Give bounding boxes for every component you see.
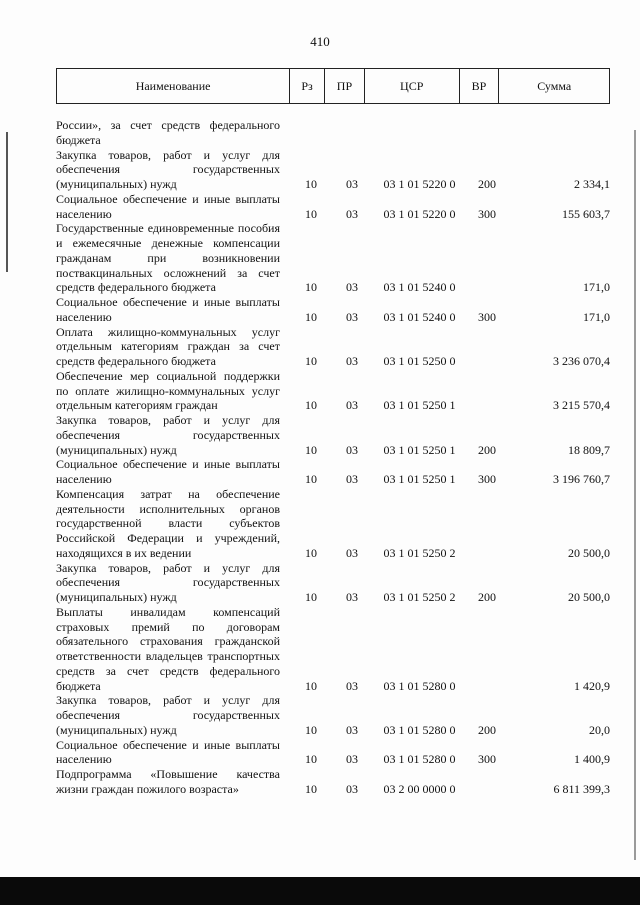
table-row [56,693,610,737]
cell-vr: 200 [478,177,496,191]
cell-sum: 20 500,0 [568,590,610,604]
cell-name: Социальное обеспечение и иные выплаты населению [56,295,280,324]
table-row [56,295,610,325]
table-row [56,325,610,369]
cell-pr: 03 [346,177,358,191]
cell-csr: 03 1 01 5240 0 [383,309,456,324]
cell-sum: 1 400,9 [574,752,610,767]
cell-rz: 10 [305,678,317,693]
cell-name: Выплаты инвалидам компенсаций страховых премий по договорам обязательного страхования гражданской ответственности владельцев транспортных средств за счет средств федерального бюджета [56,604,280,693]
cell-name: Закупка товаров, работ и услуг для обеспечения государственных (муниципальных) нужд [56,560,280,604]
cell-pr: 03 [346,309,358,324]
scan-page-edge [634,130,636,860]
cell-rz: 10 [305,177,317,191]
table-row [56,221,610,295]
cell-vr: 200 [478,590,496,604]
table-row [56,192,610,222]
cell-name: России», за счет средств федерального бюджета [56,118,280,147]
cell-sum: 3 215 570,4 [553,398,610,413]
cell-rz: 10 [305,442,317,457]
cell-rz: 10 [305,354,317,368]
cell-name: Закупка товаров, работ и услуг для обеспечения государственных (муниципальных) нужд [56,413,280,457]
cell-pr: 03 [346,472,358,486]
cell-csr: 03 1 01 5280 0 [383,678,456,693]
cell-csr: 03 1 01 5250 2 [383,545,456,560]
cell-sum: 6 811 399,3 [553,781,610,796]
cell-csr: 03 1 01 5220 0 [383,206,456,221]
cell-csr: 03 2 00 0000 0 [383,781,456,796]
header-csr: ЦСР [365,69,460,103]
cell-name: Социальное обеспечение и иные выплаты населению [56,191,280,221]
cell-name: Подпрограмма «Повышение качества жизни граждан пожилого возраста» [56,767,280,796]
page-number: 410 [310,34,330,49]
table-row [56,561,610,605]
cell-pr: 03 [346,752,358,767]
cell-name: Закупка товаров, работ и услуг для обеспечения государственных (муниципальных) нужд [56,693,280,737]
cell-pr: 03 [346,545,358,560]
table-body [56,118,610,797]
cell-rz: 10 [305,752,317,767]
cell-vr: 200 [478,442,496,457]
cell-rz: 10 [305,545,317,560]
cell-rz: 10 [305,398,317,413]
cell-rz: 10 [305,280,317,295]
cell-pr: 03 [346,590,358,604]
cell-name: Социальное обеспечение и иные выплаты населению [56,457,280,486]
cell-name: Закупка товаров, работ и услуг для обеспечения государственных (муниципальных) нужд [56,147,280,191]
cell-pr: 03 [346,678,358,693]
cell-csr: 03 1 01 5280 0 [383,722,456,737]
cell-pr: 03 [346,722,358,737]
cell-pr: 03 [346,206,358,221]
cell-pr: 03 [346,398,358,413]
cell-pr: 03 [346,442,358,457]
cell-name: Социальное обеспечение и иные выплаты населению [56,737,280,767]
cell-csr: 03 1 01 5220 0 [383,177,456,191]
cell-rz: 10 [305,781,317,796]
cell-rz: 10 [305,472,317,486]
cell-vr: 300 [478,752,496,767]
cell-rz: 10 [305,309,317,324]
header-rz: Рз [290,69,325,103]
cell-pr: 03 [346,781,358,796]
header-sum: Сумма [537,78,572,93]
cell-sum: 20,0 [589,722,610,737]
header-pr: ПР [325,69,365,103]
table-row [56,738,610,768]
cell-sum: 2 334,1 [574,177,610,191]
cell-name: Оплата жилищно-коммунальных услуг отдельным категориям граждан за счет средств федерального бюджета [56,324,280,368]
table-row [56,767,610,797]
table-header [56,68,610,104]
scan-margin-mark [6,132,8,272]
cell-name: Компенсация затрат на обеспечение деятельности исполнительных органов государственной власти субъектов Российской Федерации и учреждений, находящихся в их ведении [56,486,280,560]
cell-rz: 10 [305,722,317,737]
cell-sum: 3 236 070,4 [553,354,610,368]
cell-rz: 10 [305,590,317,604]
cell-csr: 03 1 01 5280 0 [383,752,456,767]
cell-pr: 03 [346,280,358,295]
cell-sum: 171,0 [583,309,610,324]
cell-pr: 03 [346,354,358,368]
cell-csr: 03 1 01 5240 0 [383,280,456,295]
cell-vr: 300 [478,309,496,324]
cell-csr: 03 1 01 5250 2 [383,590,456,604]
cell-sum: 20 500,0 [568,545,610,560]
table-row [56,148,610,192]
cell-sum: 155 603,7 [562,206,610,221]
cell-name: Государственные единовременные пособия и ежемесячные денежные компенсации гражданам при возникновении поствакцинальных осложнений за счет средств федерального бюджета [56,221,280,295]
table-row [56,605,610,694]
cell-csr: 03 1 01 5250 1 [383,398,456,413]
cell-vr: 300 [478,472,496,486]
cell-sum: 1 420,9 [574,678,610,693]
cell-vr: 200 [478,722,496,737]
cell-csr: 03 1 01 5250 1 [383,472,456,486]
cell-name: Обеспечение мер социальной поддержки по оплате жилищно-коммунальных услуг отдельным категориям граждан [56,368,280,413]
header-name: Наименование [57,69,290,103]
table-row [56,457,610,487]
cell-sum: 3 196 760,7 [553,472,610,486]
table-row [56,118,610,148]
cell-sum: 18 809,7 [568,442,610,457]
cell-rz: 10 [305,206,317,221]
cell-csr: 03 1 01 5250 0 [383,354,456,368]
table-row [56,413,610,457]
table-row [56,487,610,561]
scan-bottom-border [0,877,640,905]
cell-csr: 03 1 01 5250 1 [383,442,456,457]
header-vr: ВР [460,69,500,103]
cell-sum: 171,0 [583,280,610,295]
table-row [56,369,610,413]
cell-vr: 300 [478,206,496,221]
